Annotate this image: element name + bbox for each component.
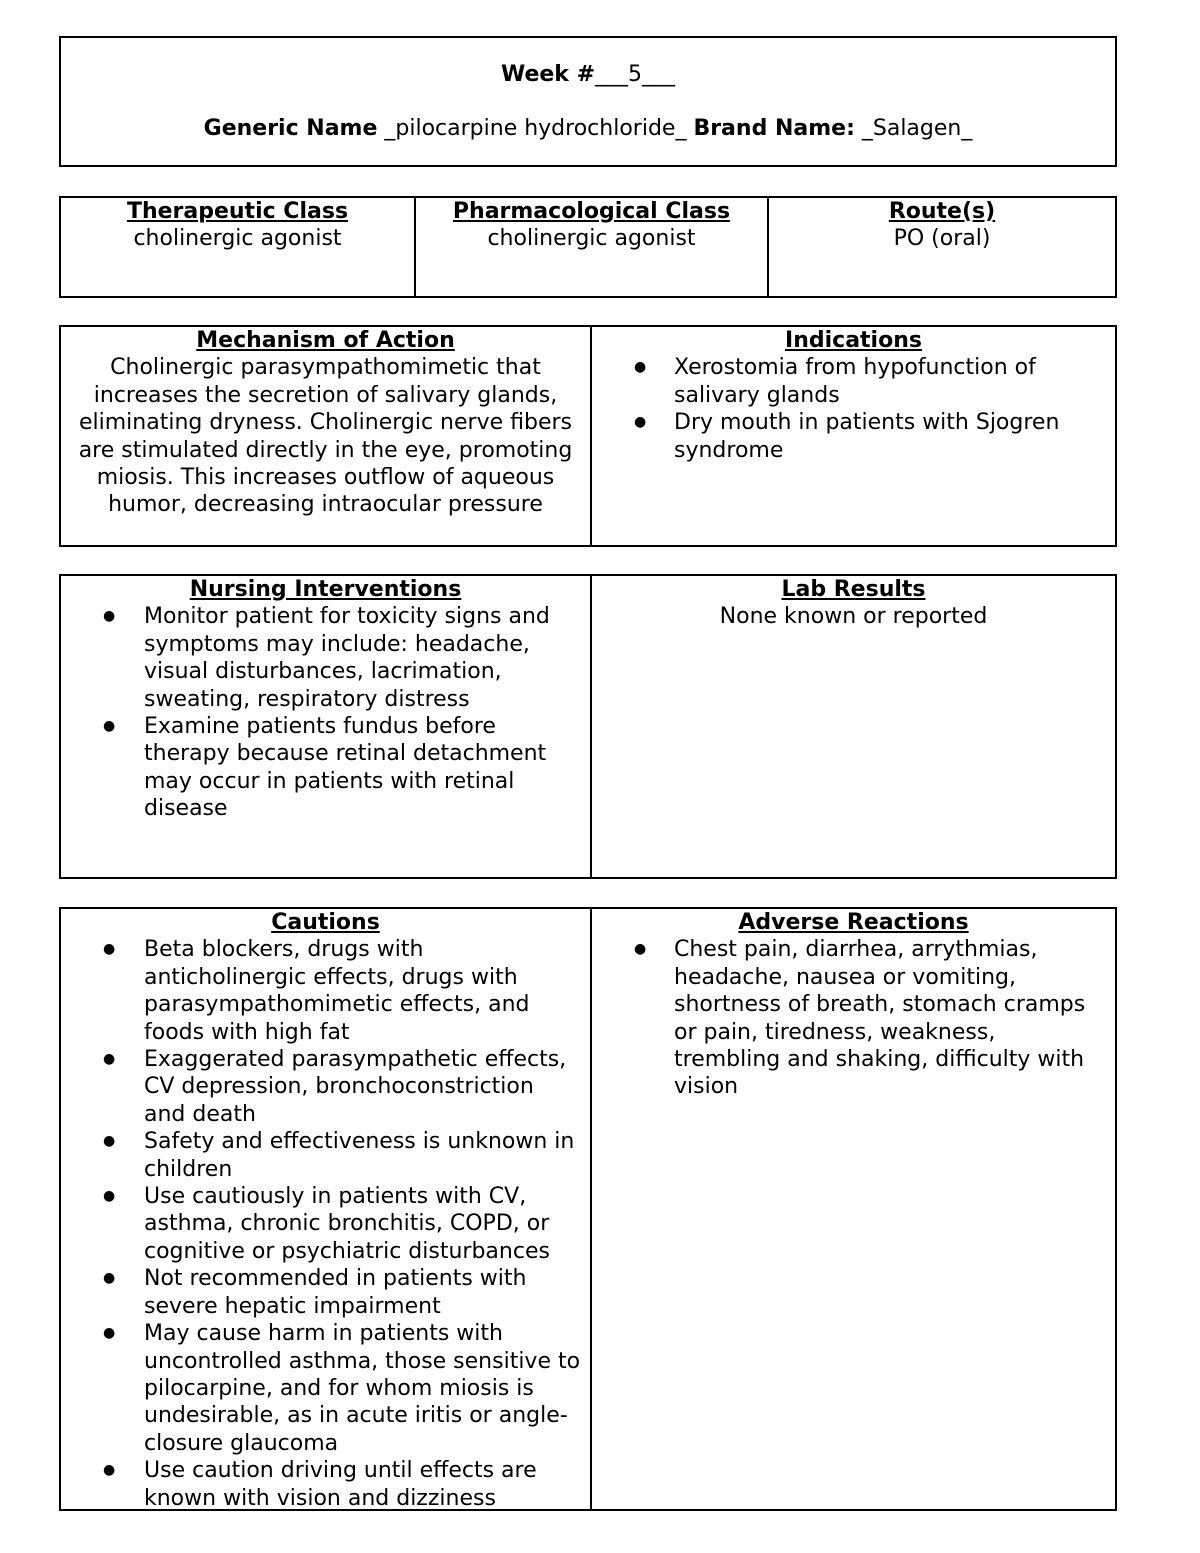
class-table: [59, 196, 1117, 298]
list-item: ● Safety and effectiveness is unknown in children: [69, 1128, 582, 1183]
nursing-cell: Nursing Interventions ● Monitor patient for toxicity signs and symptoms may include: headache, visual disturbances, lacrimation, sweating, respiratory distress ● Examine patients fundus before therapy because retinal detachment may occur in patients with retinal disease: [61, 576, 590, 877]
mechanism-cell: Mechanism of Action Cholinergic parasympathomimetic that increases the secretion of salivary glands, eliminating dryness. Cholinergic nerve fibers are stimulated directly in the eye, promoting miosis. This increases outflow of aqueous humor, decreasing intraocular pressure: [78, 328, 573, 518]
week-line: Week #___5___: [500, 62, 676, 88]
lab-results-cell: Lab Results None known or reported: [590, 576, 1115, 877]
list-item: ● Not recommended in patients with severe hepatic impairment: [69, 1265, 582, 1320]
nursing-labs-table: [59, 574, 1117, 879]
list-item: ● Chest pain, diarrhea, arrythmias, headache, nausea or vomiting, shortness of breath, stomach cramps or pain, tiredness, weakness, trembling and shaking, difficulty with vision: [600, 936, 1107, 1100]
drug-header: [59, 36, 1117, 167]
adverse-reactions-cell: Adverse Reactions ● Chest pain, diarrhea, arrythmias, headache, nausea or vomiting, shortness of breath, stomach cramps or pain, tiredness, weakness, trembling and shaking, difficulty with vision: [590, 909, 1115, 1509]
list-item: ● Beta blockers, drugs with anticholinergic effects, drugs with parasympathomimetic effects, and foods with high fat: [69, 936, 582, 1046]
list-item: ● Use cautiously in patients with CV, asthma, chronic bronchitis, COPD, or cognitive or psychiatric disturbances: [69, 1183, 582, 1265]
indications-cell: Indications ● Xerostomia from hypofunction of salivary glands ● Dry mouth in patients with Sjogren syndrome: [590, 327, 1115, 545]
pharmacological-class-cell: Pharmacological Class cholinergic agonist: [414, 198, 767, 296]
adverse-reactions-list: [600, 936, 1107, 1100]
list-item: ● Xerostomia from hypofunction of salivary glands: [600, 354, 1107, 409]
routes-cell: Route(s) PO (oral): [767, 198, 1115, 296]
name-line: Generic Name _pilocarpine hydrochloride_ Brand Name: _Salagen_: [203, 115, 973, 141]
list-item: ● Examine patients fundus before therapy because retinal detachment may occur in patients with retinal disease: [69, 713, 582, 823]
cautions-cell: Cautions ● Beta blockers, drugs with anticholinergic effects, drugs with parasympathomimetic effects, and foods with high fat ● Exaggerated parasympathetic effects, CV depression, bronchoconstriction and death ● Safety and effectiveness is unknown in children ● Use cautiously in patients with CV, asthma, chronic bronchitis, COPD, or cognitive or psychiatric disturbances ● Not recommended in patients with severe hepatic impairment ● May cause harm in patients with uncontrolled asthma, those sensitive to pilocarpine, and for whom miosis is undesirable, as in acute iritis or angle-closure glaucoma ● Use caution driving until effects are known with vision and dizziness: [61, 909, 590, 1509]
list-item: ● May cause harm in patients with uncontrolled asthma, those sensitive to pilocarpine, and for whom miosis is undesirable, as in acute iritis or angle-closure glaucoma: [69, 1320, 582, 1457]
nursing-list: [69, 603, 582, 822]
mechanism-indications-table: [59, 325, 1117, 547]
list-item: ● Dry mouth in patients with Sjogren syndrome: [600, 409, 1107, 464]
list-item: ● Use caution driving until effects are known with vision and dizziness: [69, 1457, 582, 1512]
indications-list: [600, 354, 1107, 464]
list-item: ● Monitor patient for toxicity signs and symptoms may include: headache, visual disturbances, lacrimation, sweating, respiratory distress: [69, 603, 582, 713]
list-item: ● Exaggerated parasympathetic effects, CV depression, bronchoconstriction and death: [69, 1046, 582, 1128]
cautions-adverse-table: [59, 907, 1117, 1511]
cautions-list: [69, 936, 582, 1512]
therapeutic-class-cell: Therapeutic Class cholinergic agonist: [126, 199, 349, 252]
